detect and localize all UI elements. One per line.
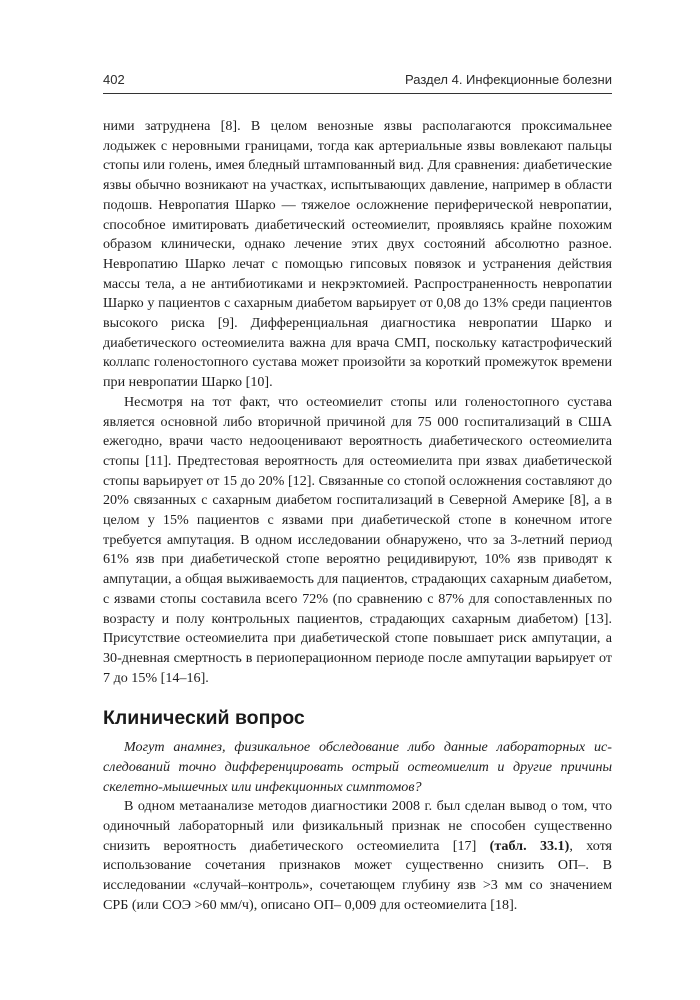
body-text — [103, 117, 612, 915]
section-heading: Клинический вопрос — [103, 707, 305, 730]
clinical-question: Могут анамнез, физикальное обследование либо данные лабораторных исследований точно дифференцировать острый остеомиелит и другие причины скелетно-мышечных или инфекционных симптомов? — [103, 739, 612, 795]
table-reference[interactable]: (табл. 33.1) — [489, 837, 570, 854]
paragraph-3-part-1: В одном метаанализе методов диагностики 2008 г. был сделан вывод о том, что одиночный лабораторный или физикальный признак не способен существенно снизить вероятность диабетического остеомиелита [17] — [103, 798, 612, 854]
paragraph-1: ними затруднена [8]. В целом венозные язвы располагаются проксимальнее лодыжек с неровными границами, тогда как артериальные язвы вовлекают пальцы стопы или голень, имея бледный штампованный вид. Для сравнения: диабетические язвы обычно возникают на участках, испытывающих давление, например в области подошв. Невропатия Шарко — тяжелое осложнение периферической невропатии, способное имитировать диабетический остеомиелит, проявляясь крайне похожим образом клинически, однако лечение этих двух состояний абсолютно разное. Невропатию Шарко лечат с помощью гипсовых повязок и устранения действия массы тела, а не антибиотиками и некрэктомией. Распространенность невропатии Шарко у пациентов с сахарным диабетом варьирует от 0,08 до 13% среди пациентов высокого риска [9]. Дифференциальная диагностика невропатии Шарко и диабетического остеомиелита важна для врача СМП, поскольку катастрофический коллапс голеностопного сустава может произойти за короткий промежуток времени при невропатии Шарко [10]. — [103, 118, 612, 391]
paragraph-2: Несмотря на тот факт, что остеомиелит стопы или голеностопного сустава является основной либо вторичной причиной для 75 000 госпитализаций в США ежегодно, врачи часто недооценивают вероятность диабетического остеомиелита стопы [11]. Предтестовая вероятность для остеомиелита при язвах диабетической стопы варьирует от 15 до 20% [12]. Связанные со стопой осложнения составляют до 20% связанных с сахарным диабетом госпитализаций в Северной Америке [8], а в целом у 15% пациентов с язвами при диабетической стопе в конечном итоге требуется ампутация. В одном исследовании обнаружено, что за 3-летний период 61% язв при диабетической стопе вероятно рецидивируют, 10% язв приводят к ампутации, а общая выживаемость для пациентов, страдающих сахарным диабетом, с язвами стопы составила всего 72% (по сравнению с 87% для сопоставленных по возрасту и полу контрольных пациентов, страдающих сахарным диабетом) [13]. Присутствие остеомиелита при диабетической стопе повышает риск ампутации, а 30-дневная смертность в периоперационном периоде после ампутации варьирует от 7 до 15% [14–16]. — [103, 393, 612, 686]
paragraph-3 — [103, 797, 612, 915]
running-header — [103, 72, 612, 94]
page-number: 402 — [103, 72, 125, 87]
page — [103, 72, 612, 915]
section-title: Раздел 4. Инфекционные болезни — [405, 72, 612, 87]
paragraph-3-part-2: , хотя использование сочетания признаков может существенно снизить ОП–. В исследовании «случай–контроль», сочетающем глубину язв >3 мм со значением СРБ (или СОЭ >60 мм/ч), описано ОП– 0,009 для остеомиелита [18]. — [103, 837, 613, 913]
